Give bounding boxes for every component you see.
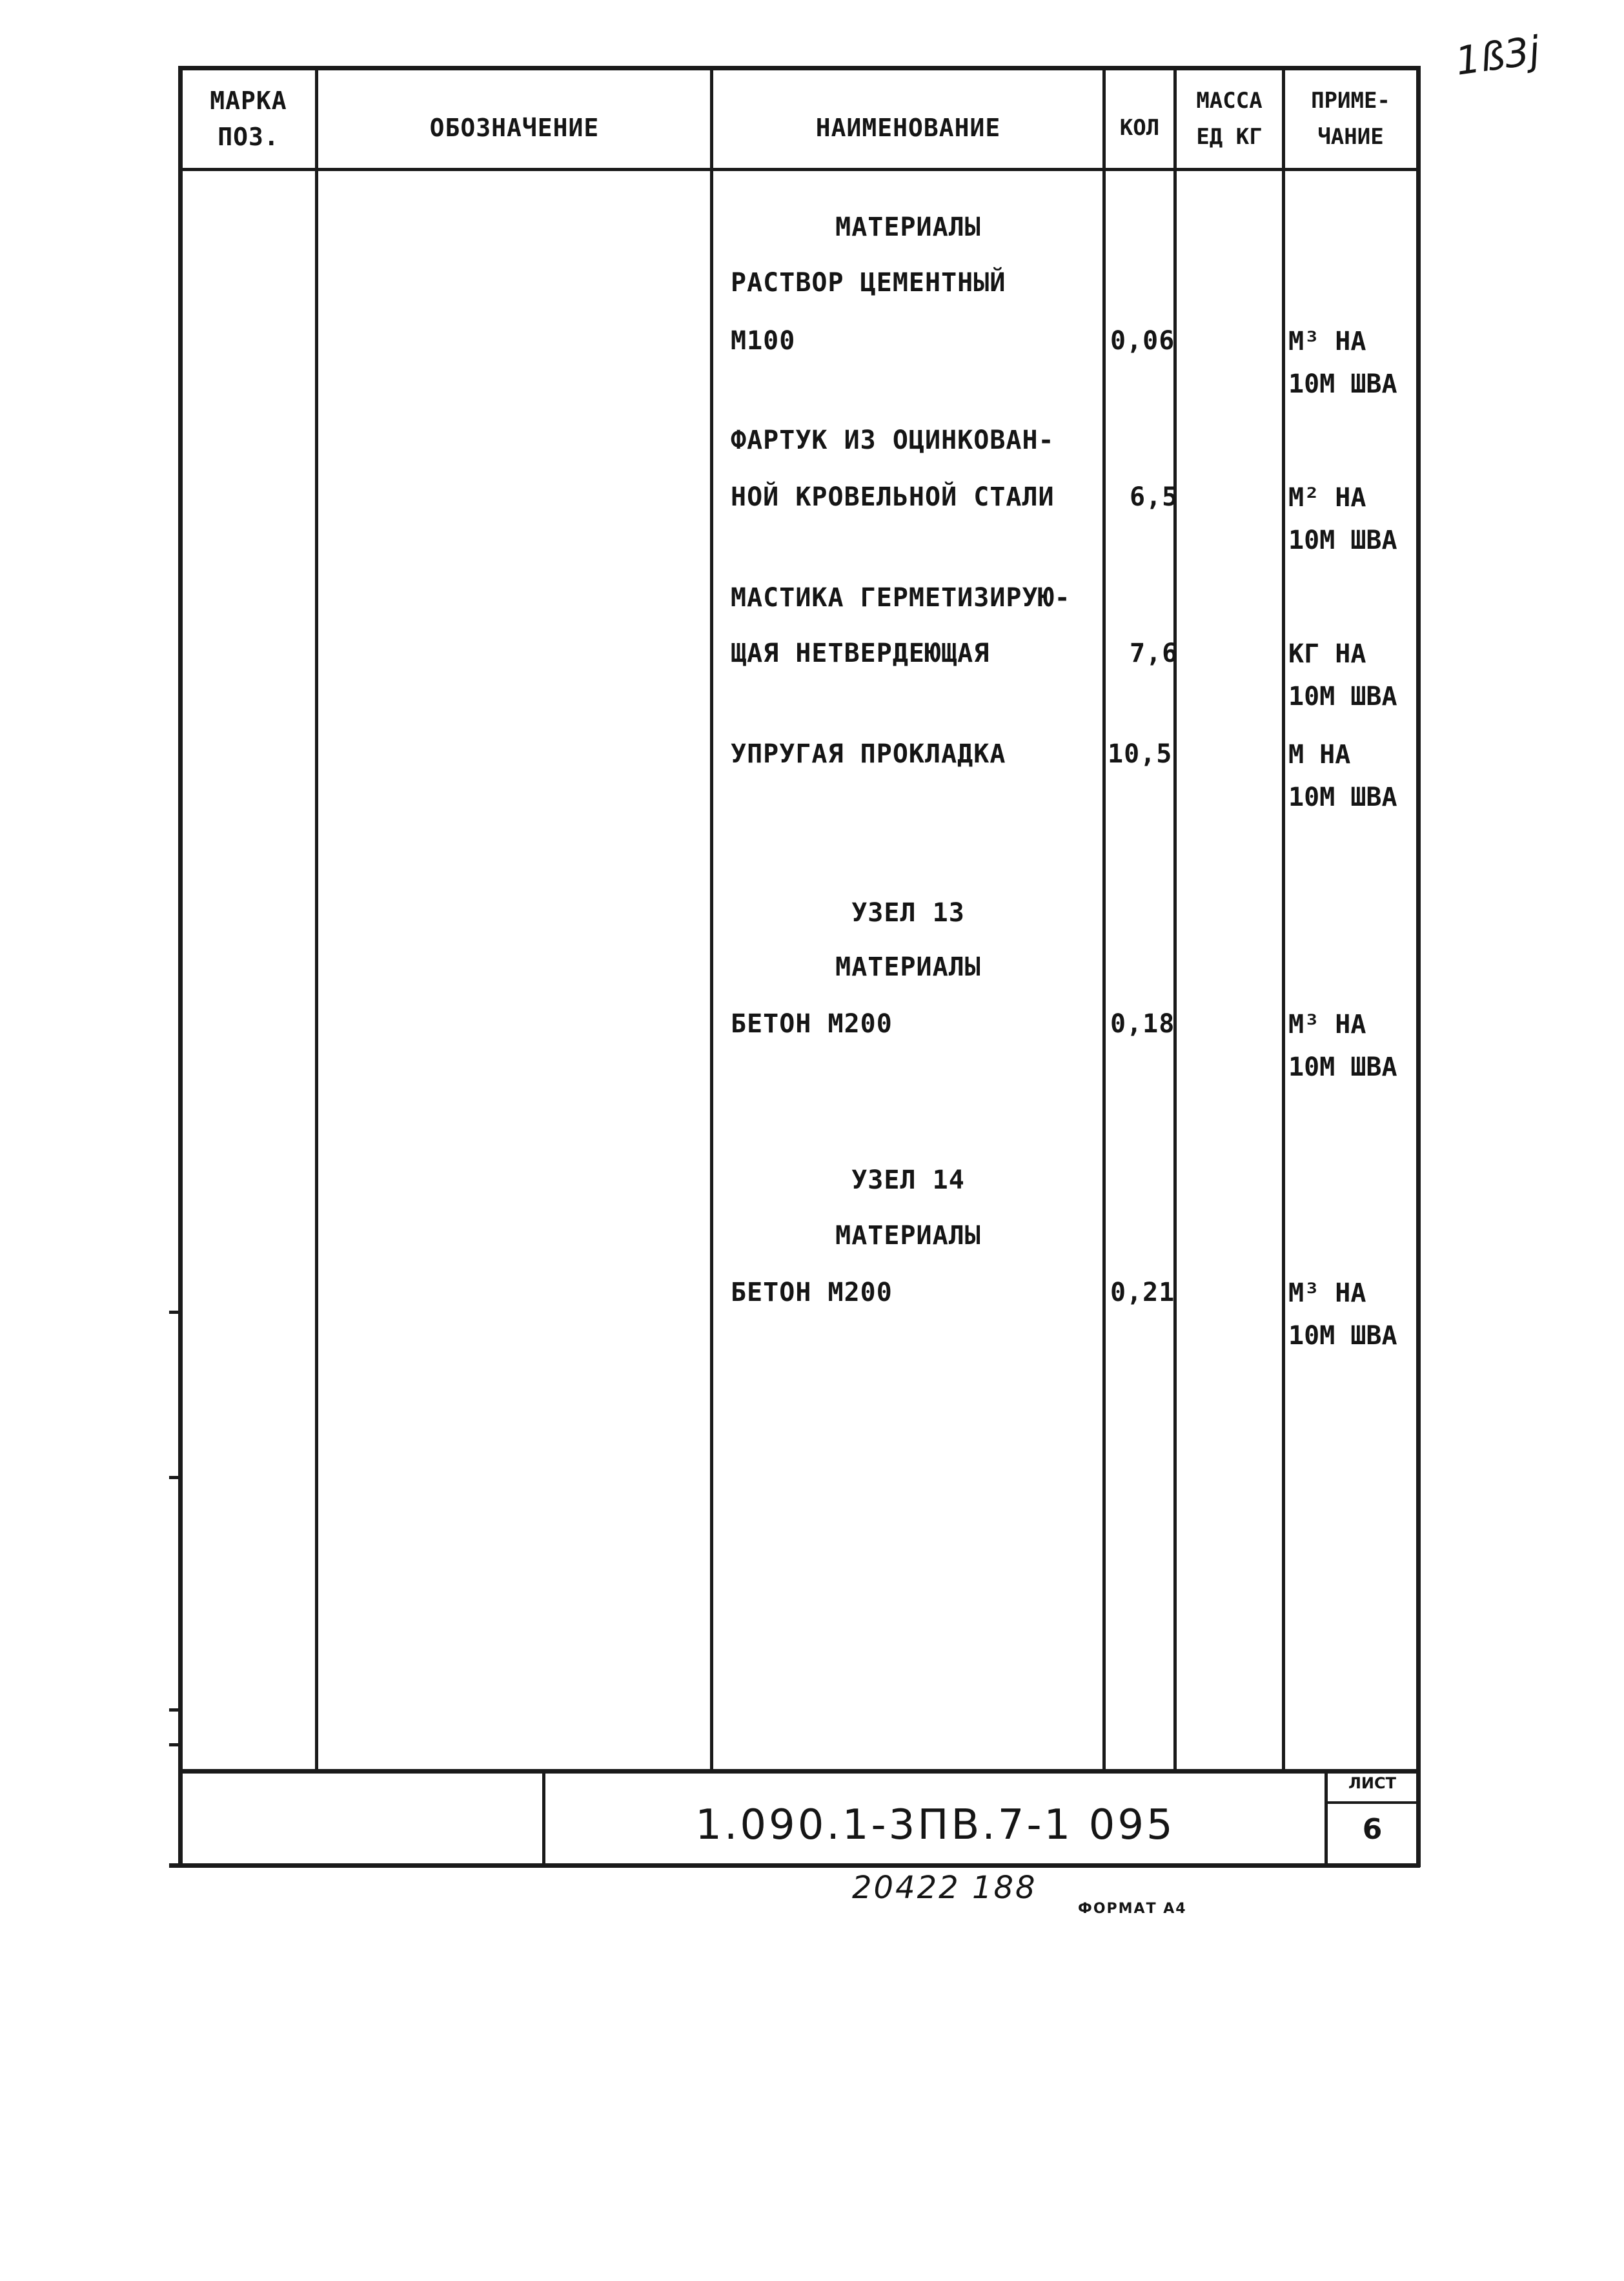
header-marka [182,83,315,155]
header-massa-line1: МАССА [1196,88,1263,114]
col-sep-naimenovanie [1102,66,1106,1772]
header-marka-line2: ПОЗ. [218,123,279,151]
col-sep-marka [315,66,318,1772]
corner-handwritten-mark: 1ß3j [1452,28,1543,85]
table-left-border [178,66,183,1867]
row-note [1288,476,1397,562]
col-sep-oboznachenie [710,66,713,1772]
row-name: НОЙ КРОВЕЛЬНОЙ СТАЛИ [731,482,1055,512]
header-oboznachenie: ОБОЗНАЧЕНИЕ [429,114,600,142]
margin-tick [169,1311,178,1314]
row-note [1288,1272,1397,1357]
header-massa [1177,83,1282,155]
row-note-line2: 10М ШВА [1288,682,1397,711]
row-note-line2: 10М ШВА [1288,1052,1397,1082]
header-naimenovanie: НАИМЕНОВАНИЕ [815,114,1001,142]
col-sep-kol [1173,66,1177,1772]
title-block-divider [542,1772,545,1866]
header-primechanie [1285,83,1416,155]
row-name: ФАРТУК ИЗ ОЦИНКОВАН- [731,425,1055,455]
row-name-centered: МАТЕРИАЛЫ [835,212,981,242]
header-primechanie-line1: ПРИМЕ- [1311,88,1390,114]
row-name-centered: МАТЕРИАЛЫ [835,1221,981,1251]
sheet-label: ЛИСТ [1348,1774,1396,1792]
row-note-line2: 10М ШВА [1288,369,1397,399]
row-note-line1: М² НА [1288,483,1366,513]
row-note-line2: 10М ШВА [1288,1321,1397,1351]
table-right-border [1416,66,1421,1867]
header-primechanie-line2: ЧАНИЕ [1317,124,1384,150]
row-name: ЩАЯ НЕТВЕРДЕЮЩАЯ [731,639,990,668]
header-bottom-border [179,168,1419,171]
margin-tick [169,1476,178,1479]
row-qty: 10,5 [1108,739,1173,769]
format-label: ФОРМАТ А4 [1078,1901,1187,1917]
document-code: 1.090.1-3ПВ.7-1 095 [695,1801,1175,1849]
sheet-box-left [1325,1772,1328,1866]
row-note [1288,320,1397,405]
row-note-line1: М³ НА [1288,327,1366,356]
row-qty: 0,06 [1110,326,1175,356]
row-note-line1: М³ НА [1288,1010,1366,1039]
row-note-line1: КГ НА [1288,639,1366,669]
row-name-centered: УЗЕЛ 14 [851,1165,965,1195]
row-qty: 6,5 [1130,482,1179,512]
header-marka-line1: МАРКА [210,87,287,115]
row-note-line2: 10М ШВА [1288,782,1397,812]
row-name: М100 [731,326,796,356]
row-note-line2: 10М ШВА [1288,526,1397,555]
margin-tick [169,1708,178,1712]
row-name: БЕТОН М200 [731,1009,893,1039]
row-note-line1: М НА [1288,740,1351,770]
margin-tick [169,1743,178,1746]
row-name-centered: УЗЕЛ 13 [851,898,965,928]
row-note-line1: М³ НА [1288,1278,1366,1308]
sheet-number: 6 [1362,1813,1383,1846]
archive-number: 20422 188 [852,1870,1037,1906]
row-qty: 7,6 [1130,639,1179,668]
header-kol: КОЛ [1119,115,1160,141]
row-name: БЕТОН М200 [731,1278,893,1307]
row-note [1288,733,1397,819]
row-name: УПРУГАЯ ПРОКЛАДКА [731,739,1006,769]
row-note [1288,1003,1397,1089]
row-name: МАСТИКА ГЕРМЕТИЗИРУЮ- [731,583,1071,613]
row-qty: 0,18 [1110,1009,1175,1039]
header-massa-line2: ЕД КГ [1196,124,1263,150]
row-note [1288,633,1397,718]
sheet-box-separator [1325,1801,1419,1804]
row-name: РАСТВОР ЦЕМЕНТНЫЙ [731,268,1006,298]
row-name-centered: МАТЕРИАЛЫ [835,952,981,982]
col-sep-massa [1282,66,1285,1772]
table-top-border [179,66,1420,70]
body-bottom-border [179,1769,1420,1774]
row-qty: 0,21 [1110,1278,1175,1307]
title-block-bottom-border [169,1863,1420,1868]
